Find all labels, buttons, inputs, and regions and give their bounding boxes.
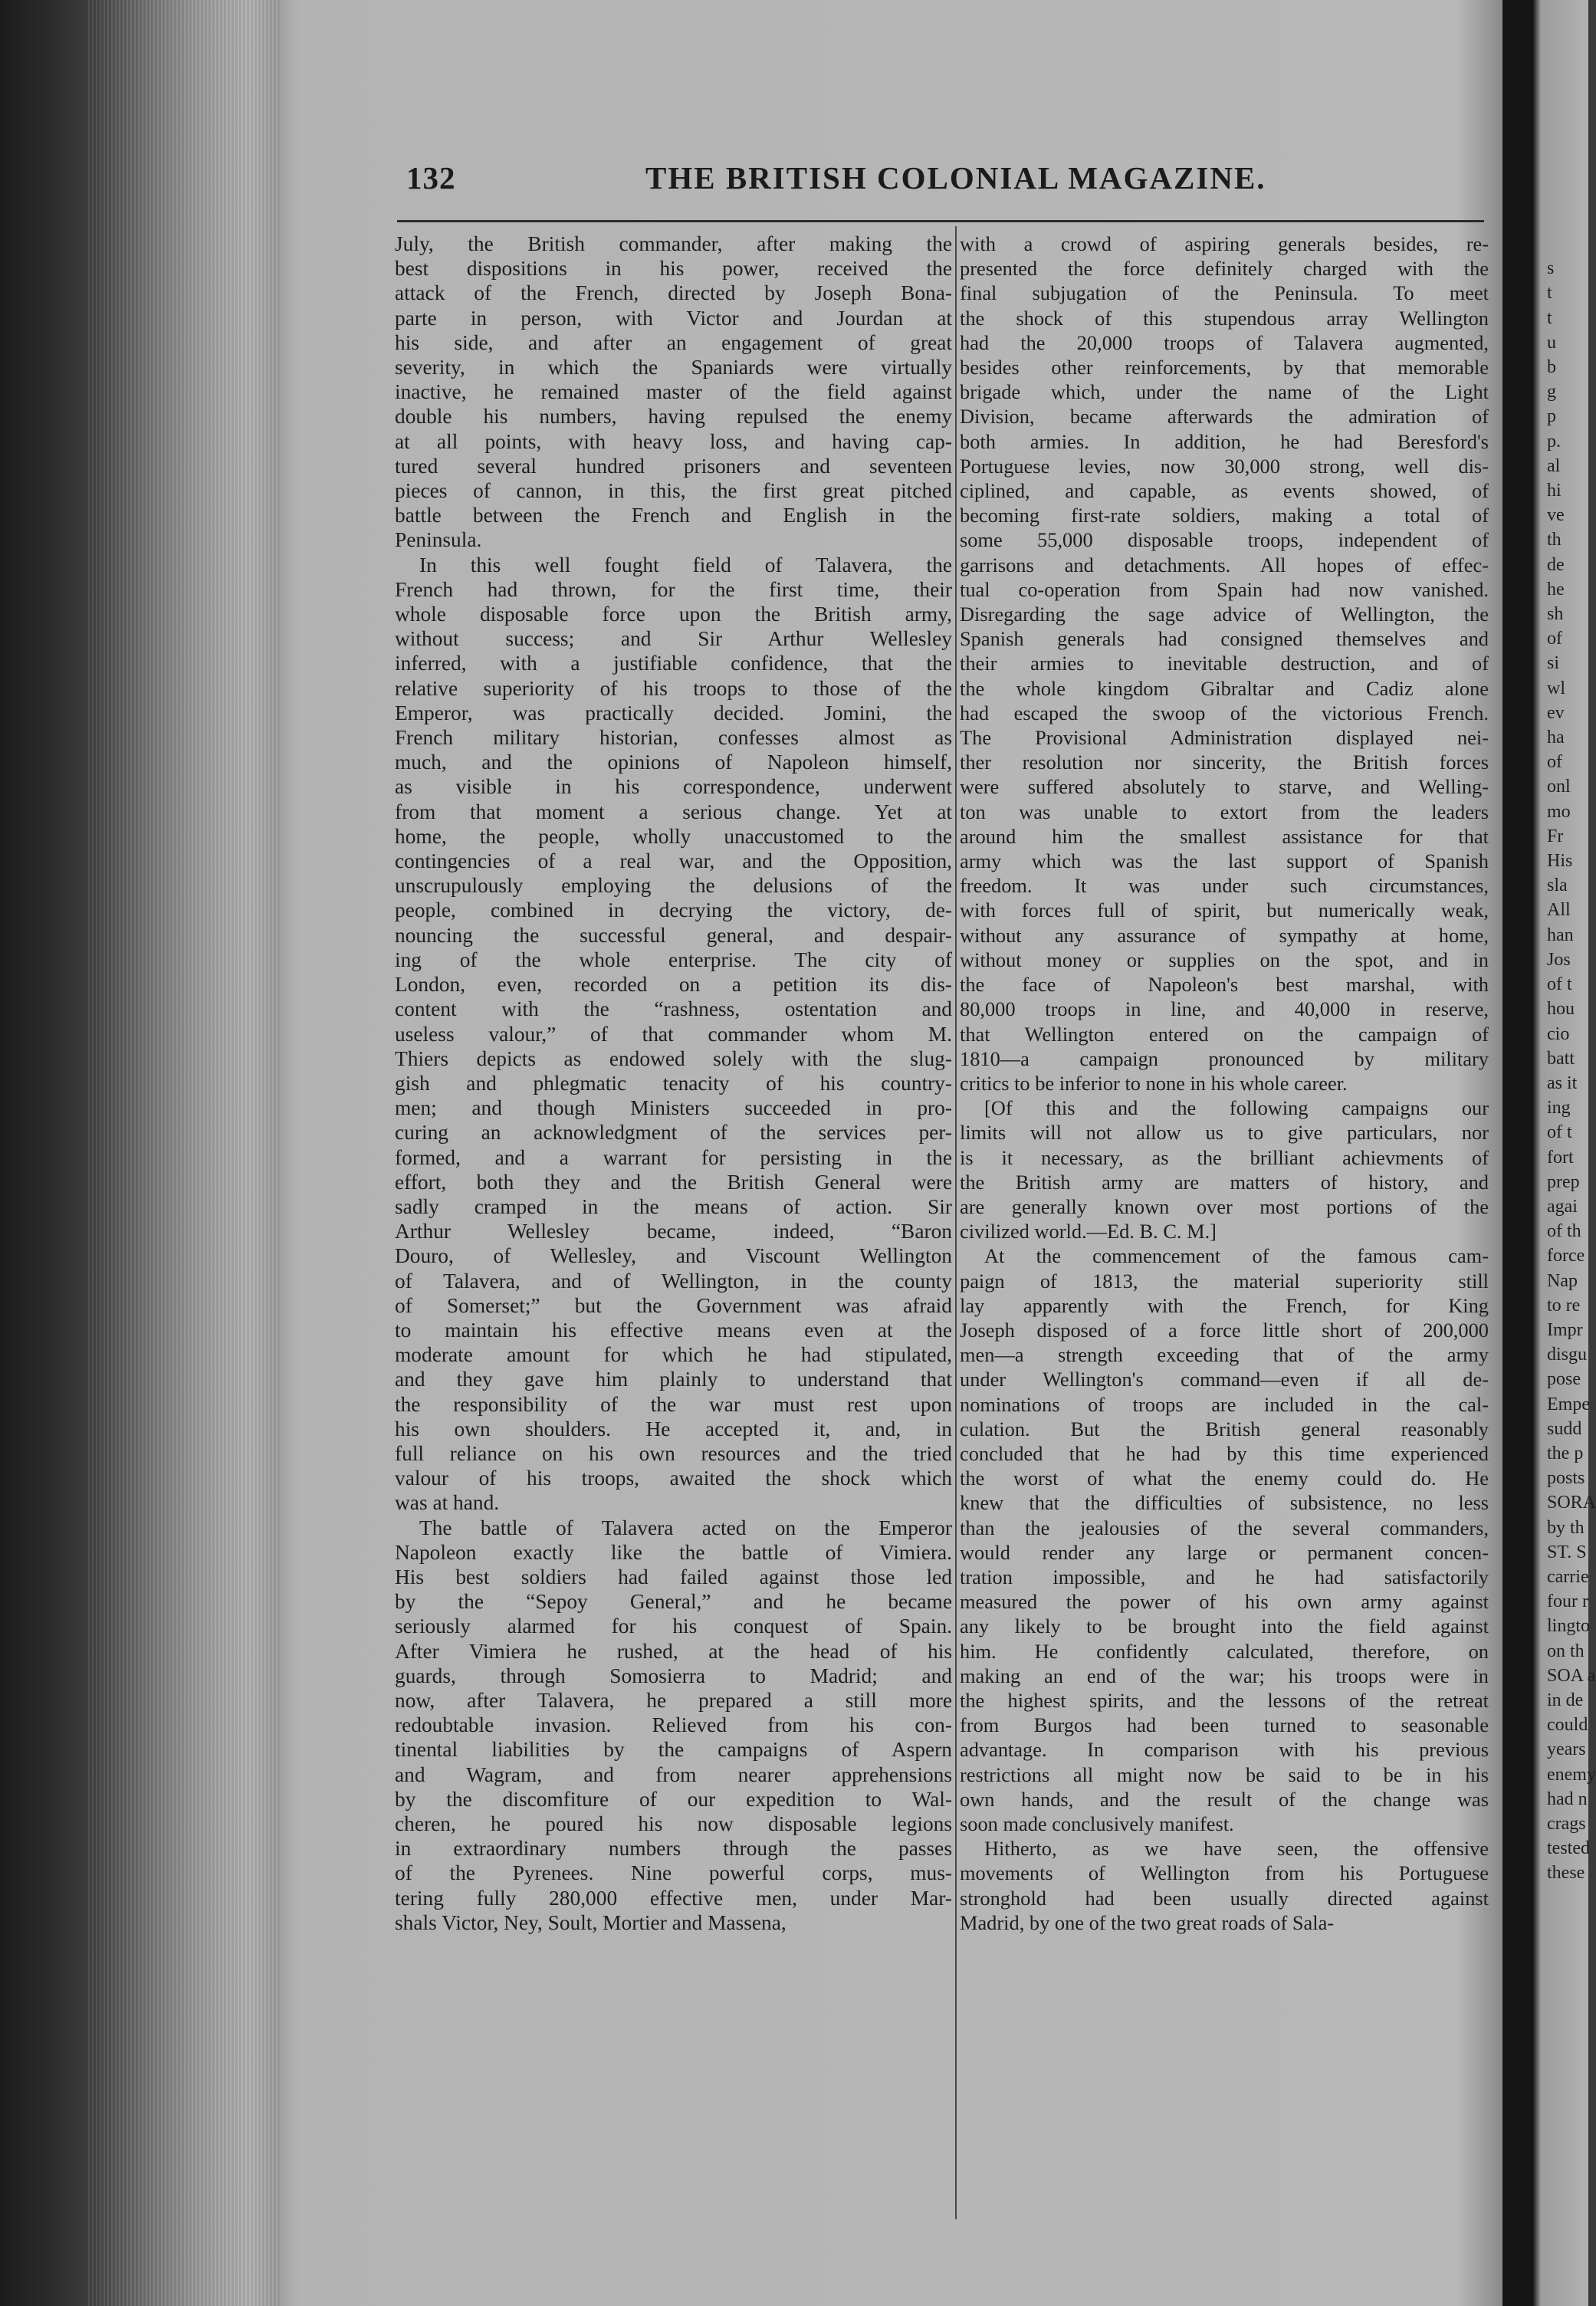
text-line: concluded that he had by this time experienced [960,1441,1489,1465]
fragment-text: of [1547,752,1562,773]
text-line: limits will not allow us to give particulars, nor [960,1121,1489,1145]
text-line: At the commencement of the famous cam- [984,1244,1489,1268]
text-line: with a crowd of aspiring generals besides, re- [960,232,1489,255]
fragment-text: crags [1547,1814,1586,1834]
fragment-text [1547,232,1588,256]
text-line: [Of this and the following campaigns our [984,1096,1489,1120]
fragment-text: ing [1547,1098,1571,1119]
fragment-text: p [1547,406,1556,427]
text-line: around him the smallest assistance for that [960,824,1489,848]
text-line: Joseph disposed of a force little short of 200,000 [960,1318,1489,1342]
fragment-text: al [1547,455,1561,476]
fragment-text: of t [1547,974,1572,995]
text-line: the shock of this stupendous array Wellington [960,306,1489,330]
fragment-text: g [1547,382,1556,402]
adjacent-page-fragment [1547,232,1596,1886]
fragment-text: Nap [1547,1270,1578,1291]
running-title: THE BRITISH COLONIAL MAGAZINE. [645,160,1266,195]
text-line: had the 20,000 troops of Talavera augmented, [960,330,1489,354]
gutter-shadow [253,0,299,2306]
text-line: nouncing the successful general, and despair- [395,923,952,947]
fragment-text: of [1547,629,1562,649]
text-line: Disregarding the sage advice of Wellington, the [960,603,1489,626]
fragment-text: four r [1547,1592,1588,1612]
text-line: becoming first-rate soldiers, making a total of [960,504,1489,527]
text-line: ther resolution nor sincerity, the British forces [960,751,1489,774]
fragment-text: ST. S [1547,1542,1587,1562]
text-line: under Wellington's command—even if all de- [960,1368,1489,1391]
text-line: Emperor, was practically decided. Jomini, the [395,701,952,724]
text-line: with forces full of spirit, but numerically weak, [960,898,1489,922]
text-line: relative superiority of his troops to those of the [395,676,952,700]
text-line: freedom. It was under such circumstances, [960,874,1489,898]
fragment-text: han [1547,925,1574,945]
text-line: tinental liabilities by the campaigns of Aspern [395,1738,952,1762]
fragment-text: mo [1547,801,1571,822]
text-line: culation. But the British general reasonably [960,1417,1489,1440]
text-line: men; and though Ministers succeeded in pro- [395,1096,952,1120]
text-line: the whole kingdom Gibraltar and Cadiz alone [960,676,1489,700]
text-line: that Wellington entered on the campaign of [960,1022,1489,1046]
text-line: by the “Sepoy General,” and he became [395,1590,952,1614]
text-line: inactive, he remained master of the field against [395,380,952,404]
text-line: Spanish generals had consigned themselves and [960,627,1489,651]
fragment-text: of th [1547,1221,1581,1242]
text-line: their armies to inevitable destruction, and of [960,652,1489,675]
text-line: Thiers depicts as endowed solely with the slug- [395,1046,952,1070]
left-column [395,232,952,1935]
text-line: making an end of the war; his troops were in [960,1664,1489,1687]
text-line: Douro, of Wellesley, and Viscount Wellington [395,1244,952,1268]
fragment-text: of t [1547,1122,1572,1143]
fragment-text: tested [1547,1838,1590,1859]
fragment-text: carrie [1547,1566,1589,1587]
text-line: London, even, recorded on a petition its dis- [395,973,952,997]
fragment-text: All [1547,900,1571,921]
text-line: the face of Napoleon's best marshal, with [960,973,1489,997]
text-line: had escaped the swoop of the victorious French. [960,701,1489,724]
text-line: without success; and Sir Arthur Wellesley [395,627,952,651]
text-line: garrisons and detachments. All hopes of effec- [960,553,1489,576]
text-line: brigade which, under the name of the Light [960,380,1489,404]
text-line: home, the people, wholly unaccustomed to the [395,824,952,848]
text-line: useless valour,” of that commander whom M. [395,1022,952,1046]
text-line: full reliance on his own resources and the tried [395,1441,952,1465]
fragment-text: on th [1547,1641,1585,1661]
text-line: of Talavera, and of Wellington, in the county [395,1269,952,1293]
text-line: final subjugation of the Peninsula. To meet [960,281,1489,305]
text-line: tration impossible, and he had satisfactorily [960,1565,1489,1588]
text-line: now, after Talavera, he prepared a still more [395,1688,952,1712]
fragment-text: cio [1547,1023,1570,1044]
text-line: Hitherto, as we have seen, the offensive [984,1837,1489,1861]
text-line: without money or supplies on the spot, and in [960,948,1489,971]
text-line: redoubtable invasion. Relieved from his con- [395,1713,952,1737]
text-line: by the discomfiture of our expedition to Wal- [395,1787,952,1811]
fragment-text: SORA [1547,1493,1596,1513]
text-line: The battle of Talavera acted on the Emperor [419,1516,952,1539]
text-line: the British army are matters of history, and [960,1170,1489,1194]
fragment-text: ha [1547,728,1565,748]
fragment-text: t [1547,307,1552,328]
text-line: and they gave him plainly to understand that [395,1368,952,1391]
text-line: shals Victor, Ney, Soult, Mortier and Massena, [395,1910,787,1934]
text-line: The Provisional Administration displayed nei- [960,726,1489,750]
text-line: ing of the whole enterprise. The city of [395,948,952,971]
text-line: ciplined, and capable, as events showed, of [960,479,1489,503]
fragment-text: these [1547,1863,1585,1884]
fragment-text: as it [1547,1073,1578,1093]
fragment-text: by th [1547,1517,1585,1538]
text-line: ton was unable to extort from the leaders [960,800,1489,823]
text-line: besides other reinforcements, by that memorable [960,356,1489,379]
text-line: valour of his troops, awaited the shock which [395,1467,952,1490]
text-line: nominations of troops are included in the cal- [960,1392,1489,1416]
text-line: contingencies of a real war, and the Opposition, [395,849,952,873]
text-line: army which was the last support of Spanish [960,849,1489,873]
text-line: without any assurance of sympathy at home, [960,923,1489,947]
text-line: critics to be inferior to none in his whole career. [960,1071,1348,1095]
fragment-text: sla [1547,875,1568,896]
text-line: unscrupulously employing the delusions of the [395,874,952,898]
text-line: cheren, he poured his now disposable legions [395,1812,952,1835]
text-line: to maintain his effective means even at the [395,1318,952,1342]
text-line: curing an acknowledgment of the services per- [395,1121,952,1145]
text-line: from Burgos had been turned to seasonable [960,1713,1489,1737]
fragment-text: His [1547,851,1573,872]
fragment-text: t [1547,283,1552,304]
fragment-text: fort [1547,1147,1574,1168]
text-line: the worst of what the enemy could do. He [960,1467,1489,1490]
text-line: severity, in which the Spaniards were virtually [395,356,952,379]
text-line: restrictions all might now be said to be in his [960,1762,1489,1786]
fragment-text: si [1547,653,1560,674]
text-line: tual co-operation from Spain had now vanished. [960,577,1489,601]
fragment-text: u [1547,332,1556,353]
text-line: Peninsula. [395,528,482,552]
text-line: people, combined in decrying the victory, de- [395,898,952,922]
text-line: Madrid, by one of the two great roads of Sala- [960,1910,1335,1934]
text-line: knew that the difficulties of subsistence, no less [960,1491,1489,1515]
text-line: than the jealousies of the several commanders, [960,1516,1489,1539]
fragment-text: agai [1547,1196,1578,1217]
text-line: best dispositions in his power, received the [395,257,952,281]
page-number: 132 [406,160,456,195]
text-line: Portuguese levies, now 30,000 strong, well dis- [960,454,1489,478]
fragment-text: enemy [1547,1764,1596,1785]
text-line: moderate amount for which he had stipulated, [395,1343,952,1367]
fragment-text: p. [1547,431,1561,452]
text-line: and Wagram, and from nearer apprehensions [395,1762,952,1786]
text-line: paign of 1813, the material superiority still [960,1269,1489,1293]
text-line: French military historian, confesses almost as [395,726,952,750]
fragment-text: Empe [1547,1394,1590,1414]
column-divider [955,226,957,2219]
text-line: battle between the French and English in the [395,504,952,527]
fragment-text: prep [1547,1171,1580,1192]
text-line: his own shoulders. He accepted it, and, in [395,1417,952,1440]
text-line: whole disposable force upon the British army, [395,603,952,626]
text-line: tured several hundred prisoners and seventeen [395,454,952,478]
text-line: parte in person, with Victor and Jourdan at [395,306,952,330]
text-line: seriously alarmed for his conquest of Spain. [395,1615,952,1638]
fragment-text: wl [1547,678,1565,698]
fragment-text: force [1547,1246,1585,1266]
text-line: formed, and a warrant for persisting in the [395,1145,952,1169]
fragment-text: SOA a [1547,1665,1596,1686]
fragment-text: sh [1547,604,1564,625]
text-line: 80,000 troops in line, and 40,000 in reserve, [960,997,1489,1021]
fragment-text: to re [1547,1295,1581,1316]
text-line: attack of the French, directed by Joseph Bona- [395,281,952,305]
text-line: his side, and after an engagement of great [395,330,952,354]
text-line: presented the force definitely charged with the [960,257,1489,281]
text-line: content with the “rashness, ostentation and [395,997,952,1021]
text-line: of Somerset;” but the Government was afraid [395,1293,952,1317]
fragment-text: Impr [1547,1319,1583,1340]
text-line: is it necessary, as the brilliant achievments of [960,1145,1489,1169]
text-line: were suffered absolutely to starve, and Welling- [960,775,1489,799]
text-line: pieces of cannon, in this, the first great pitched [395,479,952,503]
text-line: Division, became afterwards the admiration of [960,405,1489,429]
fragment-text: he [1547,579,1565,599]
fragment-text: b [1547,357,1556,378]
text-line: would render any large or permanent concen- [960,1540,1489,1564]
text-line: of the Pyrenees. Nine powerful corps, mus- [395,1861,952,1885]
fragment-text: years [1547,1739,1586,1760]
text-line: guards, through Somosierra to Madrid; and [395,1664,952,1687]
fragment-text: posts [1547,1468,1585,1489]
text-line: as visible in his correspondence, underwent [395,775,952,799]
text-line: Arthur Wellesley became, indeed, “Baron [395,1220,952,1243]
text-line: double his numbers, having repulsed the enemy [395,405,952,429]
text-line: are generally known over most portions of the [960,1194,1489,1218]
book-binding [1502,0,1533,2306]
text-line: was at hand. [395,1491,500,1515]
text-line: lay apparently with the French, for King [960,1293,1489,1317]
text-line: In this well fought field of Talavera, the [419,553,952,576]
text-line: both armies. In addition, he had Beresford's [960,429,1489,453]
fragment-text: Jos [1547,949,1571,970]
text-line: tering fully 280,000 effective men, under Mar- [395,1886,952,1910]
text-line: any likely to be brought into the field against [960,1615,1489,1638]
right-column [960,232,1489,1935]
page-edge-stack [88,0,280,2306]
text-line: the highest spirits, and the lessons of the retreat [960,1688,1489,1712]
text-line: inferred, with a justifiable confidence, that the [395,652,952,675]
text-line: advantage. In comparison with his previous [960,1738,1489,1762]
fragment-text: hou [1547,999,1575,1020]
text-line: some 55,000 disposable troops, independent of [960,528,1489,552]
text-line: in extraordinary numbers through the passes [395,1837,952,1861]
fragment-text: lingto [1547,1616,1591,1637]
text-line: soon made conclusively manifest. [960,1812,1234,1835]
text-line: from that moment a serious change. Yet at [395,800,952,823]
fragment-text: could [1547,1715,1588,1736]
fragment-text: batt [1547,1048,1575,1069]
text-line: His best soldiers had failed against those led [395,1565,952,1588]
text-line: Napoleon exactly like the battle of Vimiera. [395,1540,952,1564]
text-line: sadly cramped in the means of action. Sir [395,1194,952,1218]
text-line: civilized world.—Ed. B. C. M.] [960,1220,1217,1243]
text-line: 1810—a campaign pronounced by military [960,1046,1489,1070]
text-line: him. He confidently calculated, therefore, on [960,1639,1489,1663]
fragment-text: th [1547,530,1562,550]
fragment-text: Fr [1547,826,1564,846]
fragment-text: had n [1547,1789,1588,1809]
text-line: French had thrown, for the first time, their [395,577,952,601]
text-line: at all points, with heavy loss, and having cap- [395,429,952,453]
fragment-text: the p [1547,1443,1584,1463]
fragment-text: pose [1547,1369,1581,1390]
text-line: the responsibility of the war must rest upon [395,1392,952,1416]
text-line: After Vimiera he rushed, at the head of his [395,1639,952,1663]
fragment-text: s [1547,258,1555,279]
header-rule [397,220,1484,222]
fragment-text: onl [1547,777,1571,797]
text-line: much, and the opinions of Napoleon himself, [395,751,952,774]
text-line: own hands, and the result of the change was [960,1787,1489,1811]
fragment-text: de [1547,554,1565,575]
fragment-text: disgu [1547,1345,1588,1365]
text-line: men—a strength exceeding that of the army [960,1343,1489,1367]
text-line: stronghold had been usually directed against [960,1886,1489,1910]
text-line: July, the British commander, after making the [395,232,952,255]
text-line: effort, both they and the British General were [395,1170,952,1194]
text-line: movements of Wellington from his Portuguese [960,1861,1489,1885]
text-line: measured the power of his own army against [960,1590,1489,1614]
fragment-text: ev [1547,702,1565,723]
fragment-text: ve [1547,505,1565,526]
fragment-text: hi [1547,481,1562,501]
page-header [406,159,1510,205]
text-line: gish and phlegmatic tenacity of his country- [395,1071,952,1095]
fragment-text: in de [1547,1690,1584,1710]
fragment-text: sudd [1547,1418,1582,1439]
